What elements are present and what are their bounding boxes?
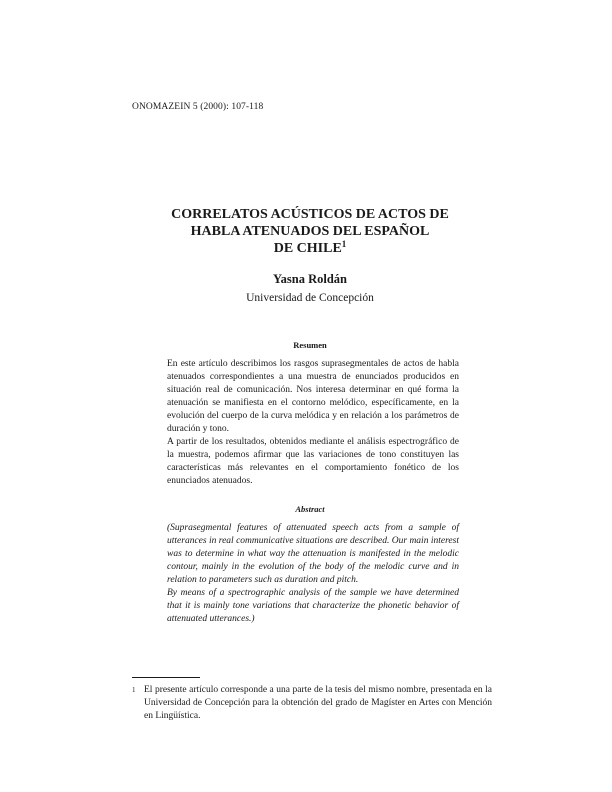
title-footnote-ref[interactable]: 1 (341, 239, 347, 249)
author-affiliation: Universidad de Concepción (246, 292, 374, 304)
title-line-3-text: DE CHILE (273, 241, 342, 256)
running-head: ONOMAZEIN 5 (2000): 107-118 (132, 102, 264, 112)
article-title (150, 206, 470, 257)
footnote-text: El presente artículo corresponde a una parte de la tesis del mismo nombre, presentada en la Universidad de Concepción para la obtención del grado de Magíster en Artes con Mención en Lingüística. (144, 685, 492, 721)
abstract-paragraph-2: By means of a spectrographic analysis of the sample we have determined that it is mainly tone variations that characterize the phonetic behavior of attenuated utterances.) (167, 588, 459, 624)
footnote-divider (132, 677, 200, 678)
resumen-paragraph-1: En este artículo describimos los rasgos suprasegmentales de actos de habla atenuados correspondientes a una muestra de enunciados producidos en situación real de comunicación. Nos interesa determinar en qué forma la atenuación se manifiesta en el contorno melódico, específicamente, en la evolución del cuerpo de la curva melódica y en relación a los parámetros de duración y tono. (167, 359, 459, 434)
abstract-paragraph-1: (Suprasegmental features of attenuated speech acts from a sample of utterances in real communicative situations are described. Our main interest was to determine in what way the attenuation is manifested in the melodic contour, mainly in the evolution of the body of the melodic curve and in relation to parameters such as duration and pitch. (167, 523, 459, 585)
resumen-body (167, 358, 459, 488)
title-line-1: CORRELATOS ACÚSTICOS DE ACTOS DE (171, 207, 449, 222)
author-name: Yasna Roldán (273, 272, 347, 286)
footnote-mark: 1 (132, 686, 136, 694)
resumen-paragraph-2: A partir de los resultados, obtenidos mediante el análisis espectrográfico de la muestra, podemos afirmar que las variaciones de tono constituyen las características más relevantes en el comportamiento fonético de los enunciados atenuados. (167, 437, 459, 486)
abstract-heading: Abstract (295, 504, 325, 514)
footnote (132, 684, 492, 723)
resumen-heading: Resumen (293, 340, 327, 350)
abstract-body (167, 522, 459, 626)
title-line-3 (150, 240, 470, 257)
title-line-2: HABLA ATENUADOS DEL ESPAÑOL (190, 224, 430, 239)
